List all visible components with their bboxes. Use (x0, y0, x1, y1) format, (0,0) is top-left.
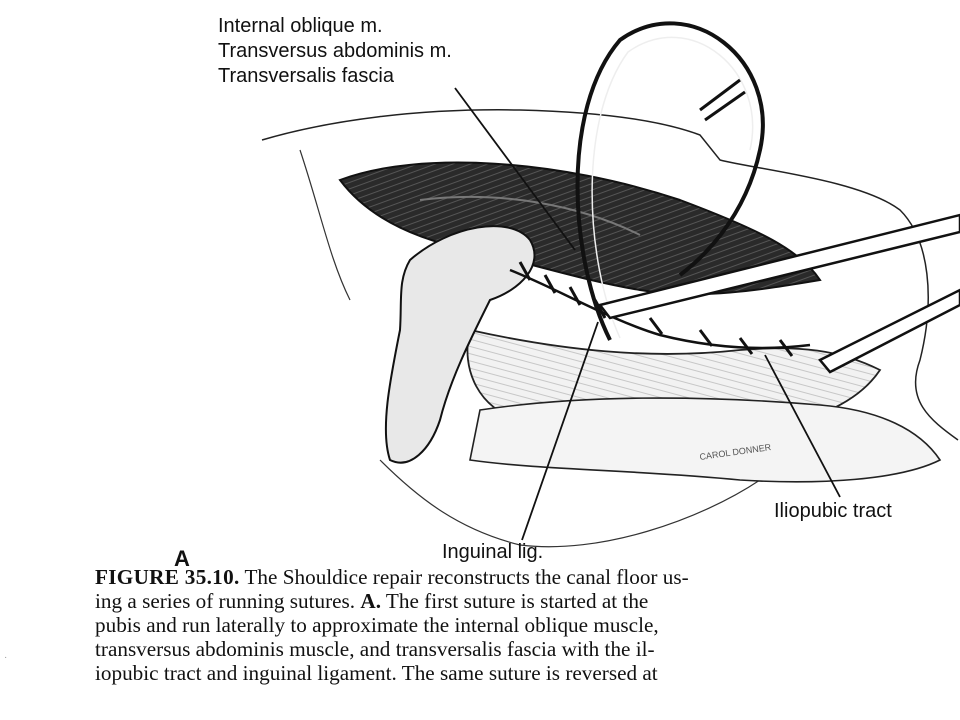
label-iliopubic-tract: Iliopubic tract (774, 500, 892, 522)
label-inguinal-ligament: Inguinal lig. (442, 541, 544, 563)
muscle-group-labels (218, 14, 452, 89)
caption-line-2-post: The first suture is started at the (381, 589, 649, 613)
caption-line-4: transversus abdominis muscle, and transversalis fascia with the il- (95, 637, 655, 661)
caption-line-2 (95, 589, 960, 613)
clamp-tip (700, 80, 745, 120)
label-internal-oblique: Internal oblique m. (218, 15, 383, 37)
figure-caption (95, 565, 960, 705)
caption-line-2-pre: ing a series of running sutures. (95, 589, 361, 613)
caption-line-5: iopubic tract and inguinal ligament. The same suture is reversed at (95, 661, 658, 685)
label-transversus-abdominis: Transversus abdominis m. (218, 40, 452, 62)
margin-mark: · (4, 652, 8, 663)
caption-line-1 (95, 565, 960, 589)
caption-panel-ref: A. (360, 589, 381, 613)
artist-signature: CAROL DONNER (698, 442, 772, 462)
figure-id: FIGURE 35.10. (95, 565, 240, 589)
caption-line-1-text: The Shouldice repair reconstructs the canal floor us- (239, 565, 689, 589)
label-transversalis-fascia: Transversalis fascia (218, 65, 394, 87)
cord-band (470, 398, 940, 482)
caption-line-3: pubis and run laterally to approximate the internal oblique muscle, (95, 613, 659, 637)
panel-letter: A (174, 546, 190, 571)
